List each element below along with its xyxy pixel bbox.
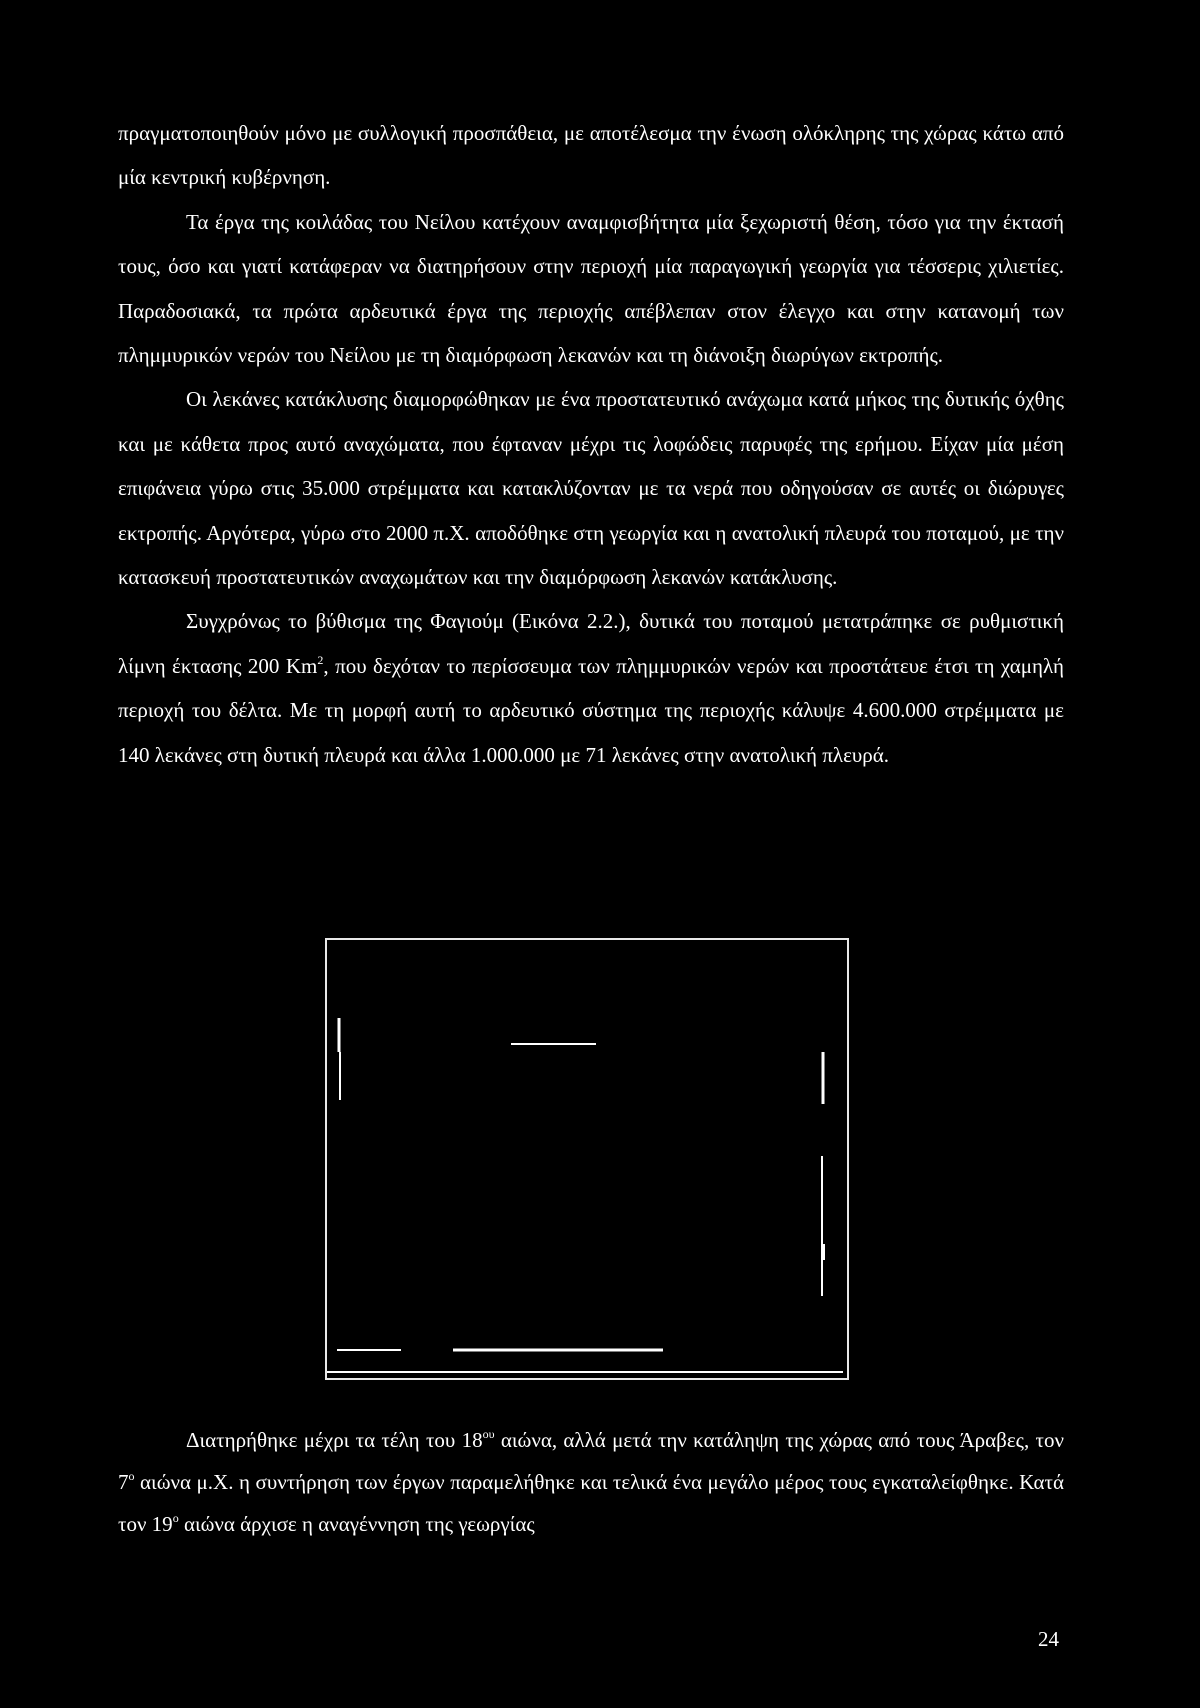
paragraph-5-text-d: αιώνα άρχισε η αναγέννηση της γεωργίας bbox=[178, 1512, 535, 1536]
paragraph-4-text-a: Συγχρόνως το βύθισμα της Φαγιούμ (Εικόνα 2.2.), δυτικά του ποταμού μετατράπηκε σε ρυθμιστική λίμνη έκτασης 200 Km bbox=[118, 609, 1064, 678]
figure-map-remnants bbox=[327, 940, 847, 1378]
paragraph-4-text-b: , που δεχόταν το περίσσευμα των πλημμυρικών νερών και προστάτευε έτσι τη χαμηλή περιοχή του δέλτα. Με τη μορφή αυτή το αρδευτικό σύστημα της περιοχής κάλυψε 4.600.000 στρέμματα με 140 λεκάνες στη δυτική πλευρά και άλλα 1.000.000 με 71 λεκάνες στην ανατολική πλευρά. bbox=[118, 653, 1064, 767]
superscript-18th: ου bbox=[482, 1427, 495, 1441]
paragraph-1: πραγματοποιηθούν μόνο με συλλογική προσπάθεια, με αποτέλεσμα την ένωση ολόκληρης της χώρας κάτω από μία κεντρική κυβέρνηση. bbox=[118, 121, 1064, 190]
body-text-bottom bbox=[118, 1419, 1064, 1545]
paragraph-5 bbox=[118, 1419, 1064, 1545]
paragraph-2: Τα έργα της κοιλάδας του Νείλου κατέχουν αναμφισβήτητα μία ξεχωριστή θέση, τόσο για την έκτασή τους, όσο και γιατί κατάφεραν να διατηρήσουν στην περιοχή μία παραγωγική γεωργία για τέσσερις χιλιετίες. Παραδοσιακά, τα πρώτα αρδευτικά έργα της περιοχής απέβλεπαν στον έλεγχο και στην κατανομή των πλημμυρικών νερών του Νείλου με τη διαμόρφωση λεκανών και τη διάνοιξη διωρύγων εκτροπής. bbox=[118, 209, 1064, 368]
page-number: 24 bbox=[1038, 1627, 1059, 1651]
paragraph-5-text-b: αιώνα, αλλά μετά την κατάληψη της χώρας από τους Άραβες, τον 7 bbox=[118, 1428, 1064, 1494]
body-text-top bbox=[118, 111, 1064, 777]
superscript-19th: ο bbox=[172, 1511, 179, 1525]
figure-image bbox=[325, 938, 849, 1380]
paragraph-3: Οι λεκάνες κατάκλυσης διαμορφώθηκαν με ένα προστατευτικό ανάχωμα κατά μήκος της δυτικής όχθης και με κάθετα προς αυτό αναχώματα, που έφταναν μέχρι τις λοφώδεις παρυφές της ερήμου. Είχαν μία μέση επιφάνεια γύρω στις 35.000 στρέμματα και κατακλύζονταν με τα νερά που οδηγούσαν σε αυτές οι διώρυγες εκτροπής. Αργότερα, γύρω στο 2000 π.Χ. αποδόθηκε στη γεωργία και η ανατολική πλευρά του ποταμού, με την κατασκευή προστατευτικών αναχωμάτων και την διαμόρφωση λεκανών κατάκλυσης. bbox=[118, 387, 1064, 590]
superscript-7th: ο bbox=[128, 1469, 135, 1483]
paragraph-4 bbox=[118, 599, 1064, 777]
superscript-km2: 2 bbox=[317, 652, 324, 667]
paragraph-5-text-c: αιώνα μ.Χ. η συντήρηση των έργων παραμελήθηκε και τελικά ένα μεγάλο μέρος τους εγκαταλείφθηκε. Κατά τον 19 bbox=[118, 1470, 1064, 1536]
paragraph-5-text-a: Διατηρήθηκε μέχρι τα τέλη του 18 bbox=[186, 1428, 483, 1452]
